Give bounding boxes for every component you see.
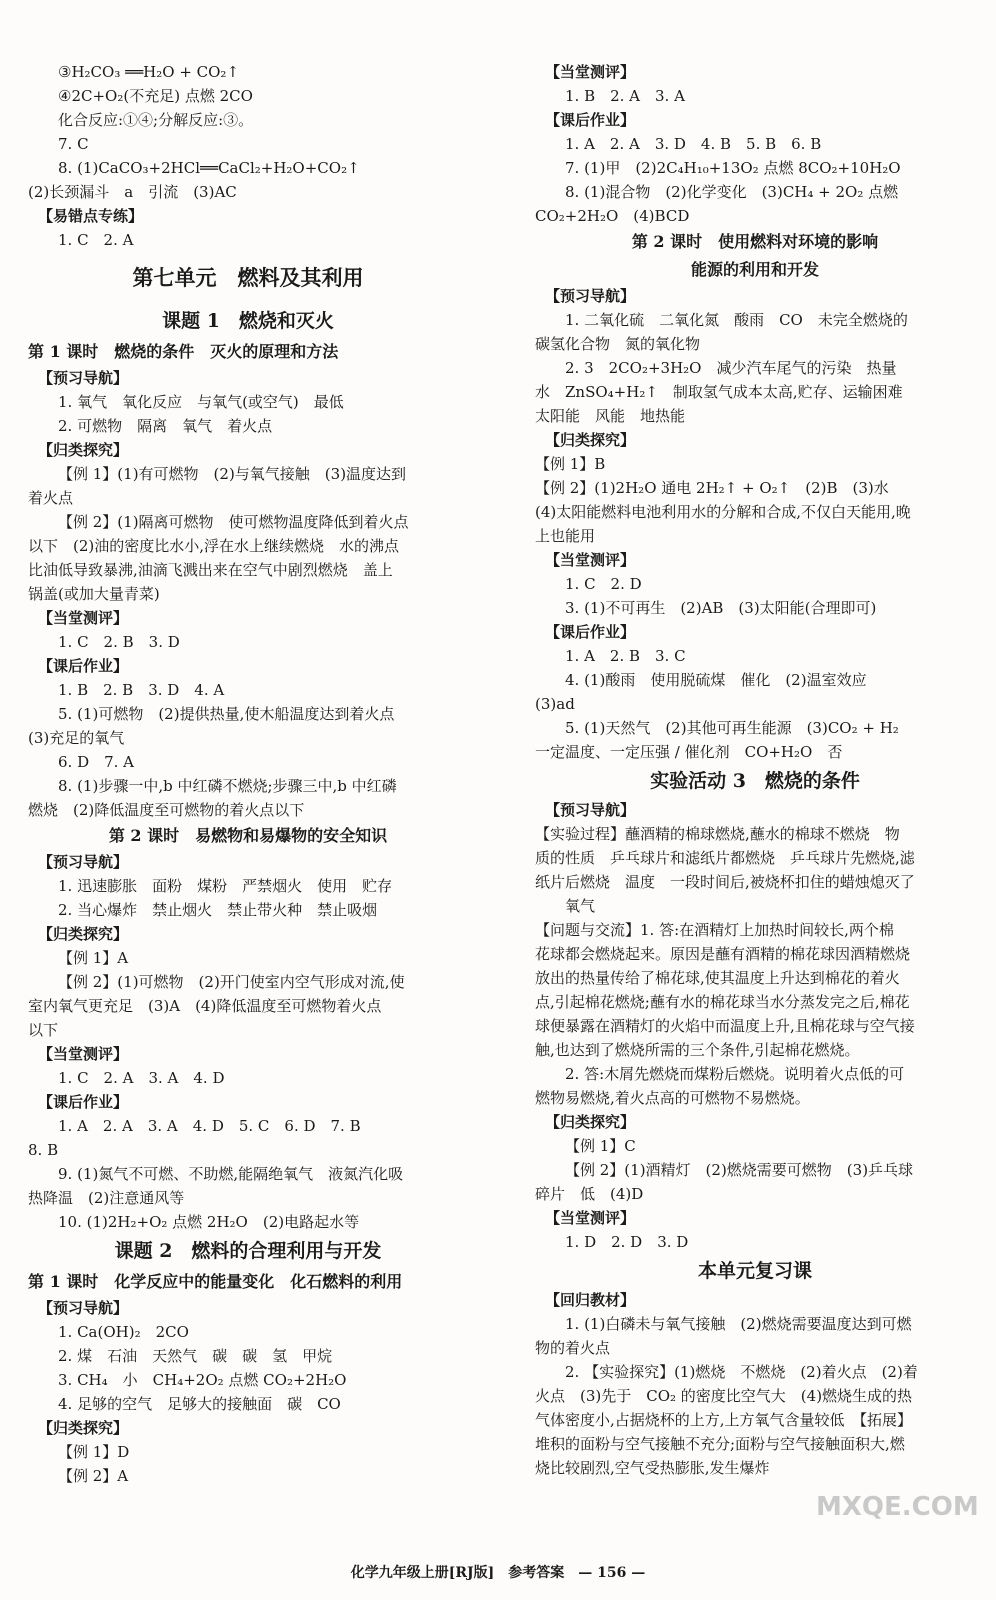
left-column-line-3: 化合反应:①④;分解反应:③。 <box>58 111 254 129</box>
left-column-line-10: 课题 1 燃烧和灭火 <box>162 310 334 332</box>
left-column-line-18: 【例 2】(1)隔离可燃物 使可燃物温度降低到着火点 <box>58 513 409 531</box>
right-column-line-41: 触,也达到了燃烧所需的三个条件,引起棉花燃烧。 <box>535 1041 860 1059</box>
right-column-line-21: 【当堂测评】 <box>545 551 636 569</box>
right-column-line-39: 点,引起棉花燃烧;蘸有水的棉花球当水分蒸发完之后,棉花 <box>535 993 910 1011</box>
right-column-line-4: 1. A 2. A 3. D 4. B 5. B 6. B <box>565 135 822 153</box>
left-column-line-52: 2. 煤 石油 天然气 碳 碳 氢 甲烷 <box>58 1347 333 1365</box>
right-column-line-23: 3. (1)不可再生 (2)AB (3)太阳能(合理即可) <box>565 599 877 617</box>
right-column-line-13: 2. 3 2CO₂+3H₂O 减少汽车尾气的污染 热量 <box>565 359 897 377</box>
left-column-line-22: 【当堂测评】 <box>38 609 129 627</box>
left-column-line-29: 8. (1)步骤一中,b 中红磷不燃烧;步骤三中,b 中红磷 <box>58 777 397 795</box>
right-column-line-54: 2. 【实验探究】(1)燃烧 不燃烧 (2)着火点 (2)着 <box>565 1363 918 1381</box>
left-column-line-19: 以下 (2)油的密度比水小,浮在水上继续燃烧 水的沸点 <box>28 537 400 555</box>
site-watermark: MXQE.COM <box>816 1492 979 1522</box>
right-column-line-46: 【例 2】(1)酒精灯 (2)燃烧需要可燃物 (3)乒乓球 <box>565 1161 914 1179</box>
left-column-line-2: ④2C+O₂(不充足) 点燃 2CO <box>58 87 253 105</box>
left-column-line-37: 【例 2】(1)可燃物 (2)开门使室内空气形成对流,使 <box>58 973 405 991</box>
left-column-line-23: 1. C 2. B 3. D <box>58 633 180 651</box>
right-column-line-49: 1. D 2. D 3. D <box>565 1233 689 1251</box>
left-column-line-38: 室内氧气更充足 (3)A (4)降低温度至可燃物着火点 <box>28 997 382 1015</box>
right-column-line-5: 7. (1)甲 (2)2C₄H₁₀+13O₂ 点燃 8CO₂+10H₂O <box>565 159 901 177</box>
left-column-line-54: 4. 足够的空气 足够大的接触面 碳 CO <box>58 1395 341 1413</box>
left-column-line-51: 1. Ca(OH)₂ 2CO <box>58 1323 189 1341</box>
left-column-line-15: 【归类探究】 <box>38 441 129 459</box>
left-column-line-33: 1. 迅速膨胀 面粉 煤粉 严禁烟火 使用 贮存 <box>58 877 393 895</box>
left-column-line-16: 【例 1】(1)有可燃物 (2)与氧气接触 (3)温度达到 <box>58 465 407 483</box>
right-column-line-32: 【实验过程】蘸酒精的棉球燃烧,蘸水的棉球不燃烧 物 <box>535 825 900 843</box>
left-column-line-57: 【例 2】A <box>58 1467 129 1485</box>
right-column-line-44: 【归类探究】 <box>545 1113 636 1131</box>
left-column-line-48: 课题 2 燃料的合理利用与开发 <box>114 1240 382 1262</box>
left-column-line-9: 第七单元 燃料及其利用 <box>132 265 364 290</box>
left-column-line-34: 2. 当心爆炸 禁止烟火 禁止带火种 禁止吸烟 <box>58 901 378 919</box>
right-column-line-6: 8. (1)混合物 (2)化学变化 (3)CH₄ + 2O₂ 点燃 <box>565 183 899 201</box>
left-column-line-26: 5. (1)可燃物 (2)提供热量,使木船温度达到着火点 <box>58 705 395 723</box>
left-column-line-47: 10. (1)2H₂+O₂ 点燃 2H₂O (2)电路起水等 <box>58 1213 360 1231</box>
left-column-line-14: 2. 可燃物 隔离 氧气 着火点 <box>58 417 273 435</box>
right-column-line-33: 质的性质 乒乓球片和滤纸片都燃烧 乒乓球片先燃烧,滤 <box>535 849 915 867</box>
left-column-line-7: 【易错点专练】 <box>38 207 144 225</box>
left-column-line-27: (3)充足的氧气 <box>28 729 125 747</box>
right-column-line-17: 【例 1】B <box>535 455 606 473</box>
right-column <box>535 60 975 1480</box>
right-column-line-47: 碎片 低 (4)D <box>535 1185 644 1203</box>
right-column-line-10: 【预习导航】 <box>545 287 636 305</box>
right-column-line-14: 水 ZnSO₄+H₂↑ 制取氢气成本太高,贮存、运输困难 <box>535 383 903 401</box>
right-column-line-52: 1. (1)白磷未与氧气接触 (2)燃烧需要温度达到可燃 <box>565 1315 912 1333</box>
right-column-line-9: 能源的利用和开发 <box>690 260 819 279</box>
left-column-line-49: 第 1 课时 化学反应中的能量变化 化石燃料的利用 <box>28 1272 403 1291</box>
right-column-line-57: 堆积的面粉与空气接触不充分;面粉与空气接触面积大,燃 <box>535 1435 905 1453</box>
right-column-line-1: 【当堂测评】 <box>545 63 636 81</box>
left-column-line-41: 1. C 2. A 3. A 4. D <box>58 1069 225 1087</box>
left-column-line-35: 【归类探究】 <box>38 925 129 943</box>
left-column-line-46: 热降温 (2)注意通风等 <box>28 1189 185 1207</box>
right-column-line-20: 上也能用 <box>535 527 596 545</box>
right-column-line-58: 烧比较剧烈,空气受热膨胀,发生爆炸 <box>535 1459 770 1477</box>
left-column-line-5: 8. (1)CaCO₃+2HCl══CaCl₂+H₂O+CO₂↑ <box>58 159 360 177</box>
left-column-line-40: 【当堂测评】 <box>38 1045 129 1063</box>
right-column-line-7: CO₂+2H₂O (4)BCD <box>535 207 690 225</box>
right-column-line-15: 太阳能 风能 地热能 <box>535 407 686 425</box>
right-column-line-24: 【课后作业】 <box>545 623 636 641</box>
right-column-line-42: 2. 答:木屑先燃烧而煤粉后燃烧。说明着火点低的可 <box>565 1065 905 1083</box>
left-column-line-53: 3. CH₄ 小 CH₄+2O₂ 点燃 CO₂+2H₂O <box>58 1371 347 1389</box>
left-column-line-39: 以下 <box>28 1021 59 1039</box>
page-footer: 化学九年级上册[RJ版] 参考答案 — 156 — <box>350 1565 646 1581</box>
left-column-line-4: 7. C <box>58 135 89 153</box>
right-column-line-16: 【归类探究】 <box>545 431 636 449</box>
right-column-line-27: (3)ad <box>535 695 575 713</box>
right-column-line-25: 1. A 2. B 3. C <box>565 647 686 665</box>
left-column-line-17: 着火点 <box>28 489 74 507</box>
left-column-line-11: 第 1 课时 燃烧的条件 灭火的原理和方法 <box>28 342 339 361</box>
left-column-line-36: 【例 1】A <box>58 949 129 967</box>
right-column-line-31: 【预习导航】 <box>545 801 636 819</box>
right-column-line-53: 物的着火点 <box>535 1339 611 1357</box>
right-column-line-26: 4. (1)酸雨 使用脱硫煤 催化 (2)温室效应 <box>565 671 867 689</box>
right-column-line-22: 1. C 2. D <box>565 575 642 593</box>
right-column-line-50: 本单元复习课 <box>697 1260 812 1282</box>
left-column-line-21: 锅盖(或加大量青菜) <box>28 585 160 603</box>
right-column-line-30: 实验活动 3 燃烧的条件 <box>650 770 860 792</box>
right-column-line-3: 【课后作业】 <box>545 111 636 129</box>
left-column-line-25: 1. B 2. B 3. D 4. A <box>58 681 225 699</box>
right-column-line-45: 【例 1】C <box>565 1137 636 1155</box>
left-column-line-32: 【预习导航】 <box>38 853 129 871</box>
right-column-line-55: 火点 (3)先于 CO₂ 的密度比空气大 (4)燃烧生成的热 <box>535 1387 913 1405</box>
right-column-line-36: 【问题与交流】1. 答:在酒精灯上加热时间较长,两个棉 <box>535 921 894 939</box>
right-column-line-12: 碳氢化合物 氮的氧化物 <box>535 335 701 353</box>
right-column-line-28: 5. (1)天然气 (2)其他可再生能源 (3)CO₂ + H₂ <box>565 719 899 737</box>
left-column-line-1: ③H₂CO₃ ══H₂O + CO₂↑ <box>58 63 240 81</box>
left-column-line-45: 9. (1)氮气不可燃、不助燃,能隔绝氧气 液氮汽化吸 <box>58 1165 404 1183</box>
right-column-line-51: 【回归教材】 <box>545 1291 636 1309</box>
left-column-line-44: 8. B <box>28 1141 59 1159</box>
left-column-line-6: (2)长颈漏斗 a 引流 (3)AC <box>28 183 237 201</box>
left-column-line-12: 【预习导航】 <box>38 369 129 387</box>
right-column-line-2: 1. B 2. A 3. A <box>565 87 685 105</box>
right-column-line-8: 第 2 课时 使用燃料对环境的影响 <box>631 232 879 251</box>
right-column-line-35: 氧气 <box>565 897 596 915</box>
left-column-line-56: 【例 1】D <box>58 1443 130 1461</box>
right-column-line-19: (4)太阳能燃料电池利用水的分解和合成,不仅白天能用,晚 <box>535 503 911 521</box>
right-column-line-43: 燃物易燃烧,着火点高的可燃物不易燃烧。 <box>535 1089 810 1107</box>
left-column-line-13: 1. 氧气 氧化反应 与氧气(或空气) 最低 <box>58 393 344 411</box>
left-column-line-50: 【预习导航】 <box>38 1299 129 1317</box>
left-column-line-30: 燃烧 (2)降低温度至可燃物的着火点以下 <box>28 801 305 819</box>
right-column-line-48: 【当堂测评】 <box>545 1209 636 1227</box>
left-column-line-42: 【课后作业】 <box>38 1093 129 1111</box>
right-column-line-56: 气体密度小,占据烧杯的上方,上方氧气含量较低 【拓展】 <box>535 1411 913 1429</box>
left-column <box>28 60 468 1488</box>
right-column-line-29: 一定温度、一定压强 / 催化剂 CO+H₂O 否 <box>535 743 843 761</box>
right-column-line-38: 放出的热量传给了棉花球,使其温度上升达到棉花的着火 <box>535 969 900 987</box>
right-column-line-11: 1. 二氧化硫 二氧化氮 酸雨 CO 未完全燃烧的 <box>565 311 908 329</box>
left-column-line-43: 1. A 2. A 3. A 4. D 5. C 6. D 7. B <box>58 1117 361 1135</box>
left-column-line-28: 6. D 7. A <box>58 753 135 771</box>
left-column-line-31: 第 2 课时 易燃物和易爆物的安全知识 <box>108 826 388 845</box>
left-column-line-20: 比油低导致暴沸,油滴飞溅出来在空气中剧烈燃烧 盖上 <box>28 561 393 579</box>
left-column-line-55: 【归类探究】 <box>38 1419 129 1437</box>
right-column-line-34: 纸片后燃烧 温度 一段时间后,被烧杯扣住的蜡烛熄灭了 <box>535 873 915 891</box>
left-column-line-24: 【课后作业】 <box>38 657 129 675</box>
left-column-line-8: 1. C 2. A <box>58 231 134 249</box>
right-column-line-37: 花球都会燃烧起来。原因是蘸有酒精的棉花球因酒精燃烧 <box>535 945 911 963</box>
right-column-line-18: 【例 2】(1)2H₂O 通电 2H₂↑ + O₂↑ (2)B (3)水 <box>535 479 889 497</box>
right-column-line-40: 球便暴露在酒精灯的火焰中而温度上升,且棉花球与空气接 <box>535 1017 915 1035</box>
